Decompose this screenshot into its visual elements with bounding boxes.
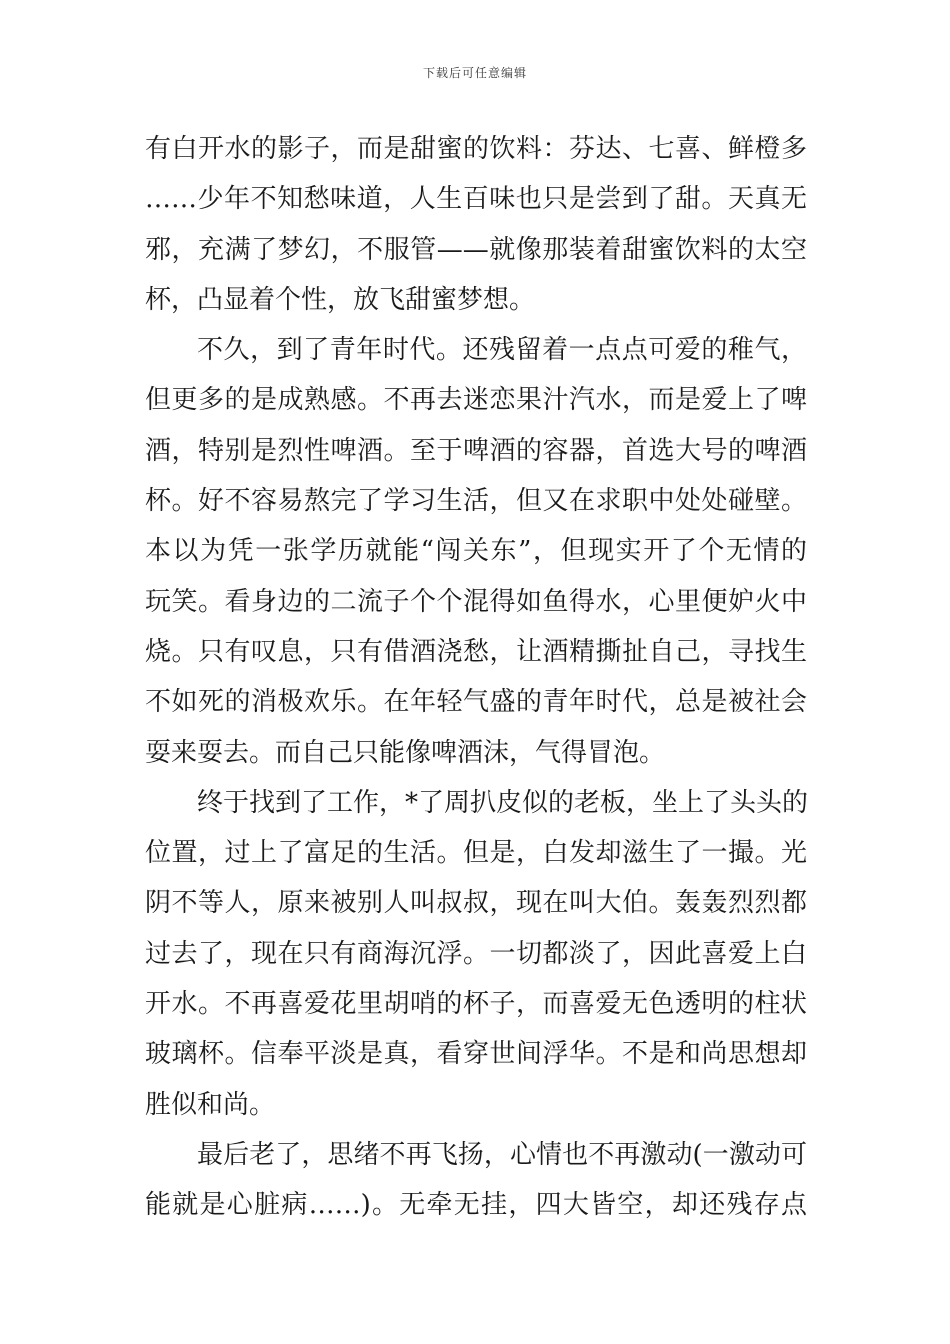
text-line: 玻璃杯。信奉平淡是真，看穿世间浮华。不是和尚思想却	[145, 1039, 807, 1070]
text-line: 阴不等人，原来被别人叫叔叔，现在叫大伯。轰轰烈烈都	[145, 888, 807, 919]
text-line: 酒，特别是烈性啤酒。至于啤酒的容器，首选大号的啤酒	[145, 435, 807, 466]
text-line: 胜似和尚。	[145, 1089, 276, 1120]
text-line: 不如死的消极欢乐。在年轻气盛的青年时代，总是被社会	[145, 687, 807, 718]
text-line: 邪，充满了梦幻，不服管——就像那装着甜蜜饮料的太空	[145, 234, 807, 265]
page-header: 下载后可任意编辑	[422, 66, 527, 80]
text-line: 能就是心脏病……)。无牵无挂，四大皆空，却还残存点	[145, 1190, 807, 1221]
text-line: 不久，到了青年时代。还残留着一点点可爱的稚气，	[197, 335, 807, 366]
text-line: 本以为凭一张学历就能“闯关东”，但现实开了个无情的	[145, 536, 807, 567]
text-line: 但更多的是成熟感。不再去迷恋果汁汽水，而是爱上了啤	[145, 385, 807, 416]
document-body	[145, 124, 807, 1231]
text-line: 位置，过上了富足的生活。但是，白发却滋生了一撮。光	[145, 838, 807, 869]
text-line: 最后老了，思绪不再飞扬，心情也不再激动(一激动可	[197, 1139, 807, 1170]
text-line: 过去了，现在只有商海沉浮。一切都淡了，因此喜爱上白	[145, 938, 807, 969]
text-line: 杯。好不容易熬完了学习生活，但又在求职中处处碰壁。	[145, 486, 807, 517]
text-line: 开水。不再喜爱花里胡哨的杯子，而喜爱无色透明的柱状	[145, 989, 807, 1020]
text-line: 终于找到了工作，*了周扒皮似的老板，坐上了头头的	[197, 787, 809, 818]
text-line: 有白开水的影子，而是甜蜜的饮料：芬达、七喜、鲜橙多	[145, 134, 807, 164]
text-line: 玩笑。看身边的二流子个个混得如鱼得水，心里便妒火中	[145, 586, 807, 617]
text-line: 耍来耍去。而自己只能像啤酒沫，气得冒泡。	[145, 737, 666, 768]
text-line: ……少年不知愁味道，人生百味也只是尝到了甜。天真无	[145, 184, 807, 215]
text-line: 烧。只有叹息，只有借酒浇愁，让酒精撕扯自己，寻找生	[145, 636, 807, 667]
text-line: 杯，凸显着个性，放飞甜蜜梦想。	[145, 284, 536, 315]
